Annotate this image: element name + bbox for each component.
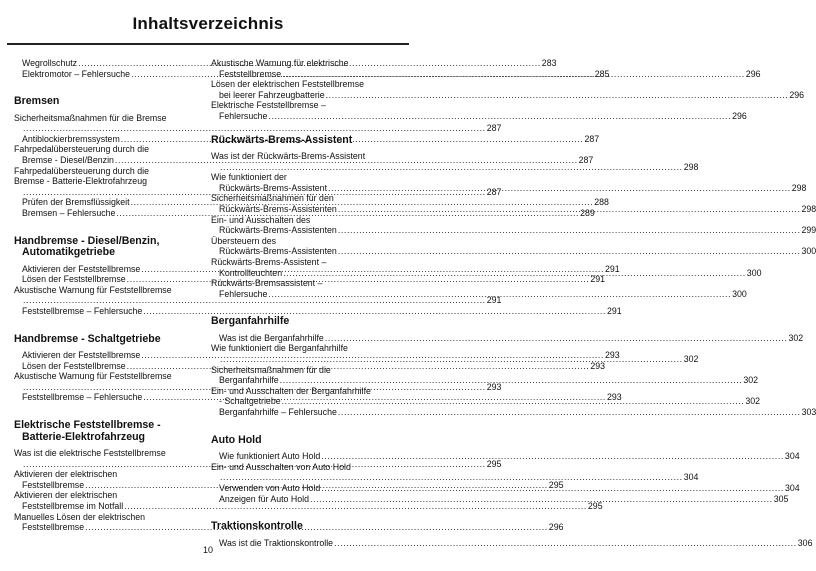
leader-dots xyxy=(338,246,801,256)
toc-entry-title: Aktivieren der Feststellbremse xyxy=(22,263,141,274)
toc-entry-page: 296 xyxy=(789,89,805,100)
toc-entry-page: 302 xyxy=(745,396,761,407)
toc-entry-title: Rückwärts-Bremsassistent – xyxy=(211,278,323,289)
toc-entry-title: Wie funktioniert die Berganfahrhilfe xyxy=(211,343,348,354)
toc-entry-page: 293 xyxy=(590,360,606,371)
toc-entry-title: Feststellbremse xyxy=(22,522,85,533)
leader-dots xyxy=(282,69,745,79)
toc-entry-page: 305 xyxy=(773,493,789,504)
toc-entry-page: 304 xyxy=(784,451,800,462)
toc-entry-title: Rückwärts-Brems-Assistenten xyxy=(219,246,337,257)
toc-entry-title: Feststellbremse xyxy=(22,479,85,490)
toc-entry[interactable] xyxy=(211,493,789,505)
toc-entry-page: 302 xyxy=(788,332,804,343)
toc-entry-page: 300 xyxy=(732,288,747,299)
toc-entry-page: 287 xyxy=(584,133,600,144)
toc-entry-title: Sicherheitsmaßnahmen für den xyxy=(211,193,334,204)
toc-entry-title: Prüfen der Bremsflüssigkeit xyxy=(22,197,130,208)
toc-entry-title: Elektromotor – Fehlersuche xyxy=(22,68,131,79)
leader-dots xyxy=(283,268,746,278)
leader-dots xyxy=(310,494,773,504)
toc-entry-page: 300 xyxy=(746,267,762,278)
toc-entry-page: 295 xyxy=(486,458,502,469)
toc-entry-title: Manuelles Lösen der elektrischen xyxy=(14,511,146,522)
section-heading: Rückwärts-Brems-Assistent xyxy=(211,133,353,146)
section-heading: Traktionskontrolle xyxy=(211,520,303,533)
toc-entry-title: Was ist die Traktionskontrolle xyxy=(219,537,334,548)
toc-entry-title: Aktivieren der elektrischen xyxy=(14,469,118,480)
toc-entry-title: Kontrollleuchten xyxy=(219,267,283,278)
toc-entry-page: 291 xyxy=(590,274,606,285)
toc-entry[interactable] xyxy=(211,332,804,344)
leader-dots xyxy=(326,90,789,100)
toc-entry-page: 287 xyxy=(486,123,502,134)
toc-entry-title: Ein- und Ausschalten von Auto Hold xyxy=(211,461,351,472)
toc-entry-title: Rückwärts-Brems-Assistenten xyxy=(219,225,337,236)
leader-dots xyxy=(268,289,731,299)
toc-entry-page: 291 xyxy=(486,295,502,306)
leader-dots xyxy=(338,225,801,235)
toc-entry-title: Akustische Warnung für elektrische xyxy=(211,58,349,68)
toc-entry[interactable] xyxy=(211,451,800,462)
toc-entry-title: Feststellbremse – Fehlersuche xyxy=(22,392,143,403)
toc-entry-title: Feststellbremse im Notfall xyxy=(22,501,124,512)
toc-entry-title: Sicherheitsmaßnahmen für die xyxy=(211,364,331,375)
leader-dots xyxy=(321,483,784,493)
toc-entry-page: 288 xyxy=(594,197,609,208)
toc-entry-title: Aktivieren der Feststellbremse xyxy=(22,350,141,361)
toc-entry-page: 296 xyxy=(732,110,747,121)
toc-entry-title: Berganfahrhilfe xyxy=(219,375,279,386)
toc-entry-page: 303 xyxy=(801,407,816,418)
toc-entry-title: Was ist der Rückwärts-Brems-Assistent xyxy=(211,151,366,162)
leader-dots xyxy=(325,333,788,343)
toc-entry-title: Lösen der Feststellbremse xyxy=(22,274,126,285)
toc-entry[interactable] xyxy=(211,235,816,257)
toc-entry-title: Fahrpedalübersteuerung durch die xyxy=(14,144,149,155)
toc-entry-title: Rückwärts-Brems-Assistent – xyxy=(211,257,327,267)
toc-entry-page: 304 xyxy=(784,482,800,493)
section-heading: Elektrische Feststellbremse - Batterie-Elektrofahrzeug xyxy=(14,419,161,443)
toc-entry-page: 295 xyxy=(548,479,564,490)
toc-entry-title: Bremse - Batterie-Elektrofahrzeug xyxy=(14,176,147,187)
toc-entry-title: Wie funktioniert Auto Hold xyxy=(219,451,321,462)
leader-dots xyxy=(280,375,743,385)
toc-entry-page: 296 xyxy=(745,68,761,79)
toc-entry-title: Ein- und Ausschalten des xyxy=(211,214,311,225)
toc-entry-page: 300 xyxy=(801,246,816,257)
page-title: Inhaltsverzeichnis xyxy=(132,14,284,33)
title-divider xyxy=(7,43,409,45)
toc-entry-title: Berganfahrhilfe – Fehlersuche xyxy=(219,407,337,418)
toc-entry-title: Rückwärts-Brems-Assistent xyxy=(219,182,328,193)
toc-entry[interactable] xyxy=(211,407,816,418)
toc-entry[interactable] xyxy=(14,306,622,317)
toc-entry-title: bei leerer Fahrzeugbatterie xyxy=(219,89,325,100)
toc-entry-title: Übersteuern des xyxy=(211,235,277,246)
toc-entry-page: 298 xyxy=(801,204,816,215)
leader-dots xyxy=(220,472,683,482)
section-heading: Bremsen xyxy=(14,95,60,108)
toc-entry-title: Fehlersuche xyxy=(219,288,268,299)
section-heading: Handbremse - Schaltgetriebe xyxy=(14,332,161,345)
toc-entry-page: 293 xyxy=(486,381,502,392)
toc-entry-page: 285 xyxy=(594,68,610,79)
toc-entry-title: Lösen der elektrischen Feststellbremse xyxy=(211,79,365,90)
toc-entry-title: Fahrpedalübersteuerung durch die xyxy=(14,165,149,176)
section-heading: Handbremse - Diesel/Benzin, Automatikgetriebe xyxy=(14,234,160,259)
toc-entry-title: Ein- und Ausschalten der Berganfahrhilfe xyxy=(211,385,371,396)
leader-dots xyxy=(328,183,791,193)
toc-entry-page: 287 xyxy=(578,155,594,166)
toc-entry-title: Was ist die elektrische Feststellbremse xyxy=(14,448,166,459)
toc-entry-page: 293 xyxy=(605,350,620,361)
section-heading: Auto Hold xyxy=(211,433,262,446)
toc-entry-title: Fehlersuche xyxy=(219,110,268,121)
toc-entry-page: 293 xyxy=(606,392,622,403)
toc-entry-page: 291 xyxy=(606,306,622,316)
toc-entry-page: 287 xyxy=(486,186,502,197)
toc-entry-title: Bremsen – Fehlersuche xyxy=(22,208,116,219)
leader-dots xyxy=(220,354,683,364)
toc-entry-page: 304 xyxy=(683,472,699,483)
toc-entry-title: Wegrollschutz xyxy=(22,58,78,68)
toc-entry-page: 295 xyxy=(587,501,603,512)
toc-entry-title: Anzeigen für Auto Hold xyxy=(219,493,309,504)
toc-entry-title: Aktivieren der elektrischen xyxy=(14,490,118,501)
toc-entry-page: 296 xyxy=(548,522,564,533)
toc-entry-title: Sicherheitsmaßnahmen für die Bremse xyxy=(14,112,167,123)
leader-dots xyxy=(338,407,801,417)
toc-entry-title: Feststellbremse – Fehlersuche xyxy=(22,306,143,316)
toc-entry-page: 298 xyxy=(683,161,699,172)
toc-entry-title: Akustische Warnung für Feststellbremse xyxy=(14,371,172,382)
toc-entry[interactable] xyxy=(211,214,816,236)
toc-entry-title: Elektrische Feststellbremse – xyxy=(211,100,326,111)
toc-entry-page: 298 xyxy=(791,182,807,193)
toc-entry-title: Antiblockierbremssystem xyxy=(22,133,120,144)
page-number: 10 xyxy=(202,545,213,555)
section-heading: Berganfahrhilfe xyxy=(211,315,290,328)
toc-entry-page: 291 xyxy=(605,263,620,274)
toc-entry-page: 306 xyxy=(797,537,813,548)
toc-entry-title: Verwenden von Auto Hold xyxy=(219,482,321,493)
toc-entry-title: Akustische Warnung für Feststellbremse xyxy=(14,284,172,295)
leader-dots xyxy=(321,451,784,461)
toc-entry-page: 302 xyxy=(743,375,759,386)
toc-entry[interactable] xyxy=(14,350,620,361)
toc-entry[interactable] xyxy=(211,100,747,121)
toc-entry-title: Bremse - Diesel/Benzin xyxy=(22,155,114,166)
toc-entry-title: Feststellbremse xyxy=(219,68,282,79)
toc-entry-page: 302 xyxy=(683,354,699,365)
leader-dots xyxy=(338,204,801,214)
toc-entry-title: Lösen der Feststellbremse xyxy=(22,360,126,371)
toc-entry-page: 283 xyxy=(541,58,557,68)
leader-dots xyxy=(268,111,731,121)
toc-entry-title: Rückwärts-Brems-Assistenten xyxy=(219,204,337,215)
toc-entry-page: 289 xyxy=(580,208,595,219)
toc-entry[interactable] xyxy=(211,79,805,100)
toc-entry-page: 299 xyxy=(801,225,816,236)
toc-entry-title: - Schaltgetriebe xyxy=(219,396,281,407)
leader-dots xyxy=(220,162,683,172)
leader-dots xyxy=(282,396,745,406)
toc-entry-title: Wie funktioniert der xyxy=(211,172,287,183)
toc-entry-title: Was ist die Berganfahrhilfe xyxy=(219,332,324,343)
